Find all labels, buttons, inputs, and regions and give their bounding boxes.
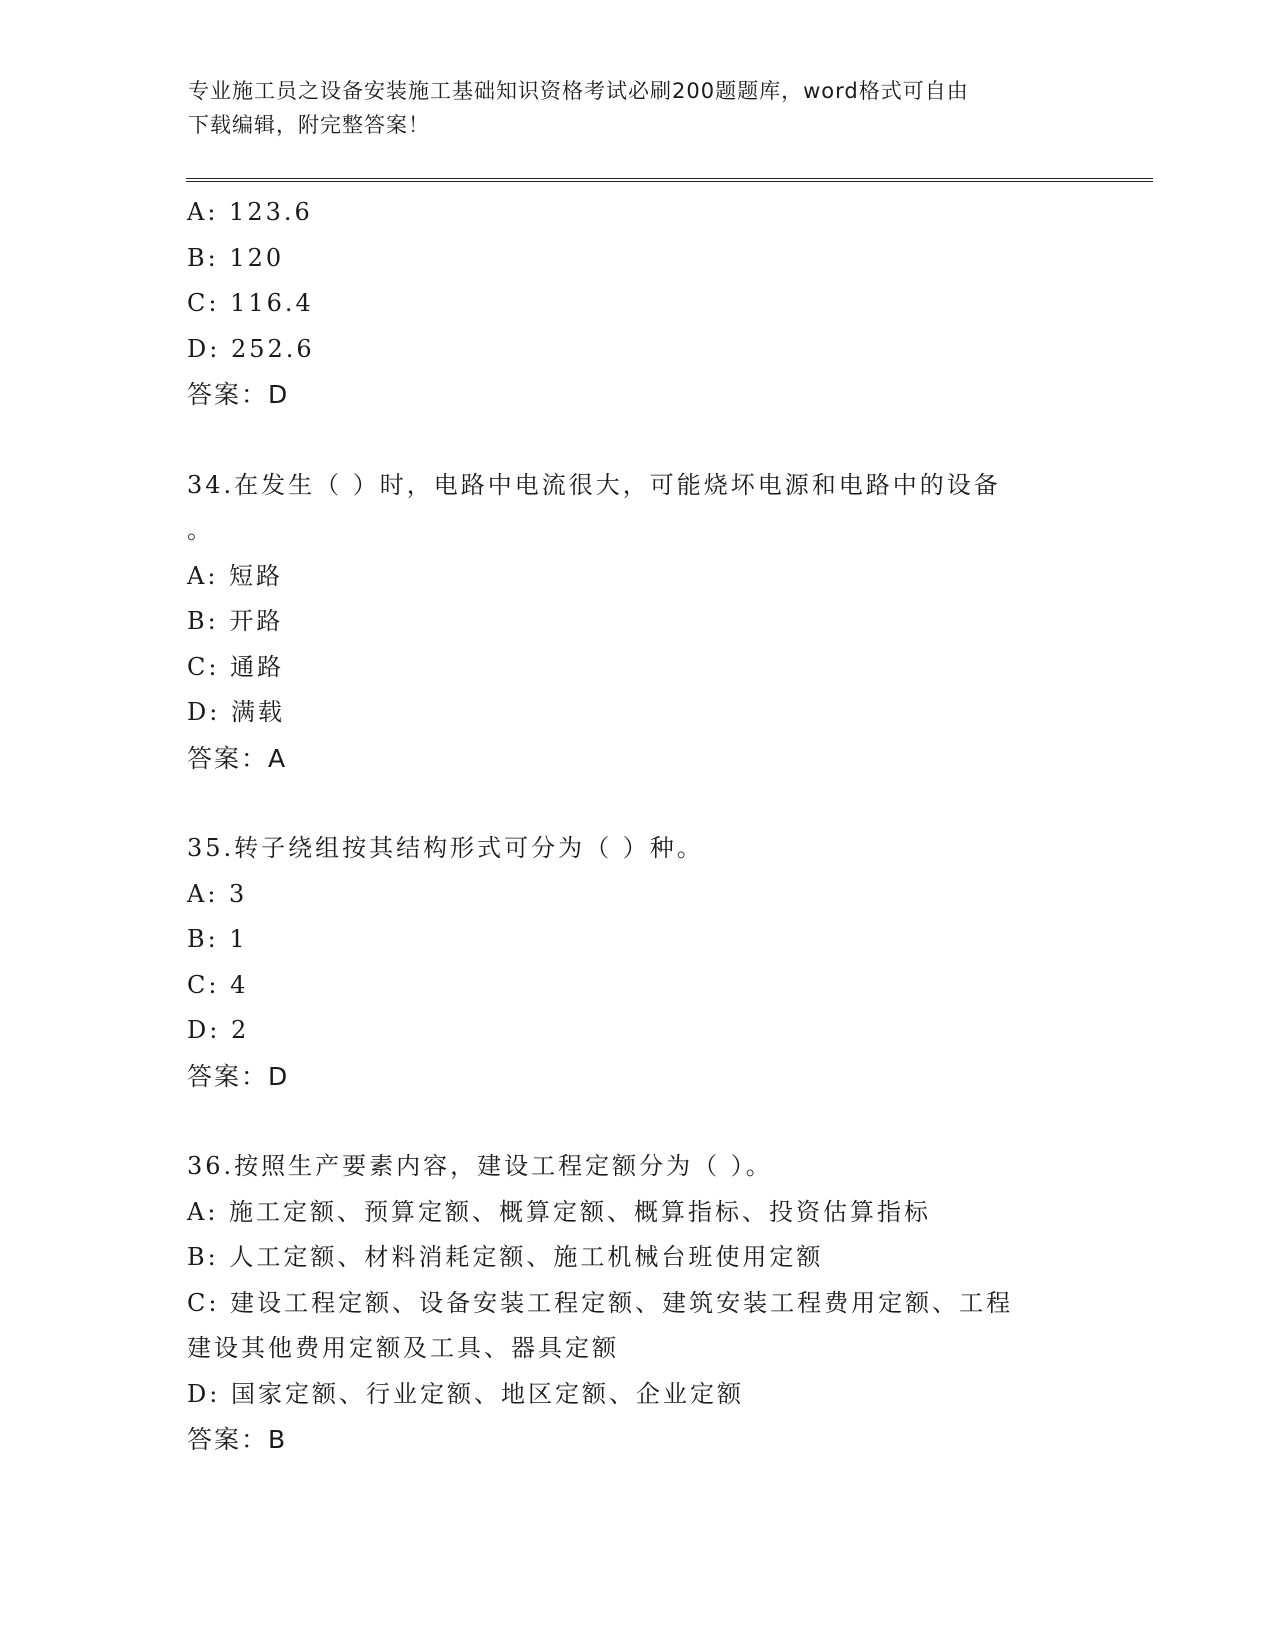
answer: 答案：A [187,743,288,773]
answer: 答案：D [187,380,290,409]
answer: 答案：B [187,1425,288,1454]
answer: 答案：D [187,1061,290,1091]
option-d: D: 2 [187,1016,250,1044]
spacer [187,418,1087,463]
spacer [187,781,1087,826]
option-d: D: 252.6 [187,334,315,363]
question-text: 36.按照生产要素内容，建设工程定额分为（ ）。 [187,1152,773,1180]
option-b: B: 人工定额、材料消耗定额、施工机械台班使用定额 [187,1243,824,1271]
option-b: B: 开路 [187,607,284,635]
option-a: A: 123.6 [187,198,313,226]
question-text: 35.转子绕组按其结构形式可分为（ ）种。 [187,834,704,862]
question-text-continued: 。 [187,516,214,544]
header-line-1: 专业施工员之设备安装施工基础知识资格考试必刷200题题库，word格式可自由 [188,79,969,103]
question-34 [187,463,1087,782]
option-d: D: 国家定额、行业定额、地区定额、企业定额 [187,1379,744,1408]
document-header [188,74,1068,142]
option-c: C: 4 [187,970,249,999]
question-35 [187,826,1087,1099]
option-c: C: 116.4 [187,289,314,317]
header-divider [186,178,1153,182]
question-33 [187,190,1087,418]
option-c-continued: 建设其他费用定额及工具、器具定额 [187,1334,619,1362]
option-c: C: 建设工程定额、设备安装工程定额、建筑安装工程费用定额、工程 [187,1288,1014,1317]
question-36 [187,1144,1087,1463]
option-a: A: 施工定额、预算定额、概算定额、概算指标、投资估算指标 [187,1197,932,1226]
header-line-2: 下载编辑，附完整答案！ [188,113,430,137]
option-d: D: 满载 [187,698,285,726]
option-b: B: 120 [187,243,285,272]
option-b: B: 1 [187,925,248,953]
question-text: 34.在发生（ ）时，电路中电流很大，可能烧坏电源和电路中的设备 [187,470,1001,499]
option-c: C: 通路 [187,652,285,681]
question-list [187,190,1087,1463]
option-a: A: 短路 [187,561,284,590]
spacer [187,1099,1087,1144]
option-a: A: 3 [187,879,248,908]
